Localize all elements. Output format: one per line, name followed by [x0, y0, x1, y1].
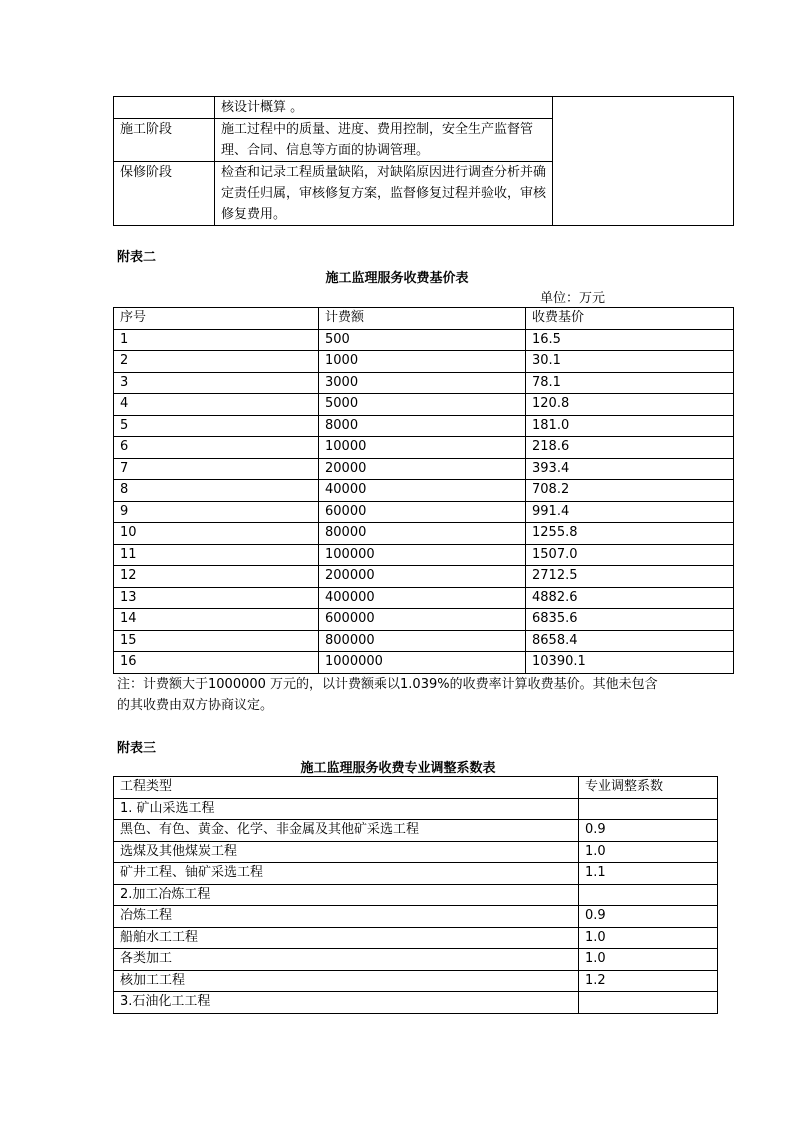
- note-line-1: 注：计费额大于1000000 万元的，以计费额乘以1.039%的收费率计算收费基价。其他未包含: [117, 677, 658, 692]
- table-cell: 9: [114, 501, 319, 523]
- table-cell: 8658.4: [526, 630, 734, 652]
- content-cell: 施工过程中的质量、进度、费用控制，安全生产监督管理、合同、信息等方面的协调管理。: [215, 119, 553, 162]
- table-cell: 1: [114, 329, 319, 351]
- table-cell: 2.加工冶炼工程: [114, 884, 579, 906]
- content-cell: 核设计概算 。: [215, 97, 553, 119]
- table-cell: [579, 884, 718, 906]
- table-row: [114, 351, 734, 373]
- header-cell: 工程类型: [114, 777, 579, 799]
- table-cell: [579, 992, 718, 1014]
- stage-cell: 施工阶段: [114, 119, 215, 162]
- table-cell: 1.0: [579, 841, 718, 863]
- table-cell: 3: [114, 372, 319, 394]
- table-row: [114, 523, 734, 545]
- blank-cell: [553, 97, 734, 226]
- table-row: [114, 566, 734, 588]
- table-cell: 7: [114, 458, 319, 480]
- table-row: [114, 906, 718, 928]
- table-row: [114, 798, 718, 820]
- table-cell: 10000: [319, 437, 526, 459]
- fee-base-table: [113, 307, 734, 674]
- table-cell: 11: [114, 544, 319, 566]
- table-row: [114, 394, 734, 416]
- appendix2-title: 施工监理服务收费基价表: [325, 271, 469, 286]
- table-cell: 6: [114, 437, 319, 459]
- table-cell: 78.1: [526, 372, 734, 394]
- table-cell: 12: [114, 566, 319, 588]
- note-line-2: 的其收费由双方协商议定。: [117, 698, 274, 713]
- table-cell: 200000: [319, 566, 526, 588]
- table-cell: 矿井工程、铀矿采选工程: [114, 863, 579, 885]
- table-cell: 80000: [319, 523, 526, 545]
- unit-label: 单位：万元: [540, 291, 606, 306]
- table-cell: 120.8: [526, 394, 734, 416]
- table-cell: 10: [114, 523, 319, 545]
- table-row: [114, 458, 734, 480]
- table-cell: 100000: [319, 544, 526, 566]
- header-cell: 收费基价: [526, 308, 734, 330]
- table-cell: 1000: [319, 351, 526, 373]
- table-cell: 6835.6: [526, 609, 734, 631]
- table-cell: 5: [114, 415, 319, 437]
- stage-table: [113, 96, 734, 226]
- table-row: [114, 437, 734, 459]
- table-row: [114, 480, 734, 502]
- table-row: [114, 820, 718, 842]
- appendix3-label: 附表三: [117, 741, 157, 756]
- table-cell: 各类加工: [114, 949, 579, 971]
- table-cell: 3000: [319, 372, 526, 394]
- header-cell: 计费额: [319, 308, 526, 330]
- table-cell: 选煤及其他煤炭工程: [114, 841, 579, 863]
- table-row: [114, 841, 718, 863]
- table-row: [114, 501, 734, 523]
- table-cell: 1.2: [579, 970, 718, 992]
- table-cell: 16.5: [526, 329, 734, 351]
- table-cell: 13: [114, 587, 319, 609]
- table-row: [114, 949, 718, 971]
- table-row: [114, 329, 734, 351]
- table-cell: 1507.0: [526, 544, 734, 566]
- table-cell: 218.6: [526, 437, 734, 459]
- table-cell: 核加工工程: [114, 970, 579, 992]
- table-cell: 船舶水工工程: [114, 927, 579, 949]
- adjustment-coefficient-table: [113, 776, 718, 1014]
- table-cell: 500: [319, 329, 526, 351]
- table-cell: 393.4: [526, 458, 734, 480]
- table-cell: 708.2: [526, 480, 734, 502]
- table-cell: 40000: [319, 480, 526, 502]
- table-row: [114, 863, 718, 885]
- table-row: [114, 372, 734, 394]
- table-row: [114, 884, 718, 906]
- header-cell: 序号: [114, 308, 319, 330]
- table-row: [114, 609, 734, 631]
- table-cell: 4882.6: [526, 587, 734, 609]
- table-cell: 60000: [319, 501, 526, 523]
- table-cell: 1.0: [579, 927, 718, 949]
- header-cell: 专业调整系数: [579, 777, 718, 799]
- content-cell: 检查和记录工程质量缺陷，对缺陷原因进行调查分析并确定责任归属，审核修复方案，监督修复过程并验收，审核修复费用。: [215, 162, 553, 226]
- table-row: [114, 992, 718, 1014]
- table-cell: 2712.5: [526, 566, 734, 588]
- table-row: [114, 927, 718, 949]
- table-cell: 800000: [319, 630, 526, 652]
- table-cell: 8000: [319, 415, 526, 437]
- stage-cell: [114, 97, 215, 119]
- table-row: [114, 415, 734, 437]
- table-cell: 600000: [319, 609, 526, 631]
- table-row: [114, 587, 734, 609]
- table-cell: 20000: [319, 458, 526, 480]
- table-header-row: [114, 308, 734, 330]
- table-cell: 2: [114, 351, 319, 373]
- appendix3-title: 施工监理服务收费专业调整系数表: [300, 761, 496, 776]
- table-cell: 10390.1: [526, 652, 734, 674]
- table-cell: 991.4: [526, 501, 734, 523]
- table-row: [114, 970, 718, 992]
- stage-cell: 保修阶段: [114, 162, 215, 226]
- table-cell: 3.石油化工工程: [114, 992, 579, 1014]
- table-row: [114, 652, 734, 674]
- table-cell: 黑色、有色、黄金、化学、非金属及其他矿采选工程: [114, 820, 579, 842]
- table-cell: 16: [114, 652, 319, 674]
- table-cell: 8: [114, 480, 319, 502]
- table-cell: 400000: [319, 587, 526, 609]
- table-cell: 15: [114, 630, 319, 652]
- table-cell: 1.0: [579, 949, 718, 971]
- table-cell: 1.1: [579, 863, 718, 885]
- table-cell: [579, 798, 718, 820]
- table-row: [114, 97, 734, 119]
- table-cell: 4: [114, 394, 319, 416]
- appendix2-label: 附表二: [117, 250, 157, 265]
- table-cell: 1000000: [319, 652, 526, 674]
- table-cell: 30.1: [526, 351, 734, 373]
- table-cell: 1255.8: [526, 523, 734, 545]
- table-cell: 冶炼工程: [114, 906, 579, 928]
- table-cell: 181.0: [526, 415, 734, 437]
- table-cell: 5000: [319, 394, 526, 416]
- table-header-row: [114, 777, 718, 799]
- table-cell: 0.9: [579, 820, 718, 842]
- table-row: [114, 630, 734, 652]
- table-cell: 1. 矿山采选工程: [114, 798, 579, 820]
- table-cell: 14: [114, 609, 319, 631]
- table-row: [114, 544, 734, 566]
- table-cell: 0.9: [579, 906, 718, 928]
